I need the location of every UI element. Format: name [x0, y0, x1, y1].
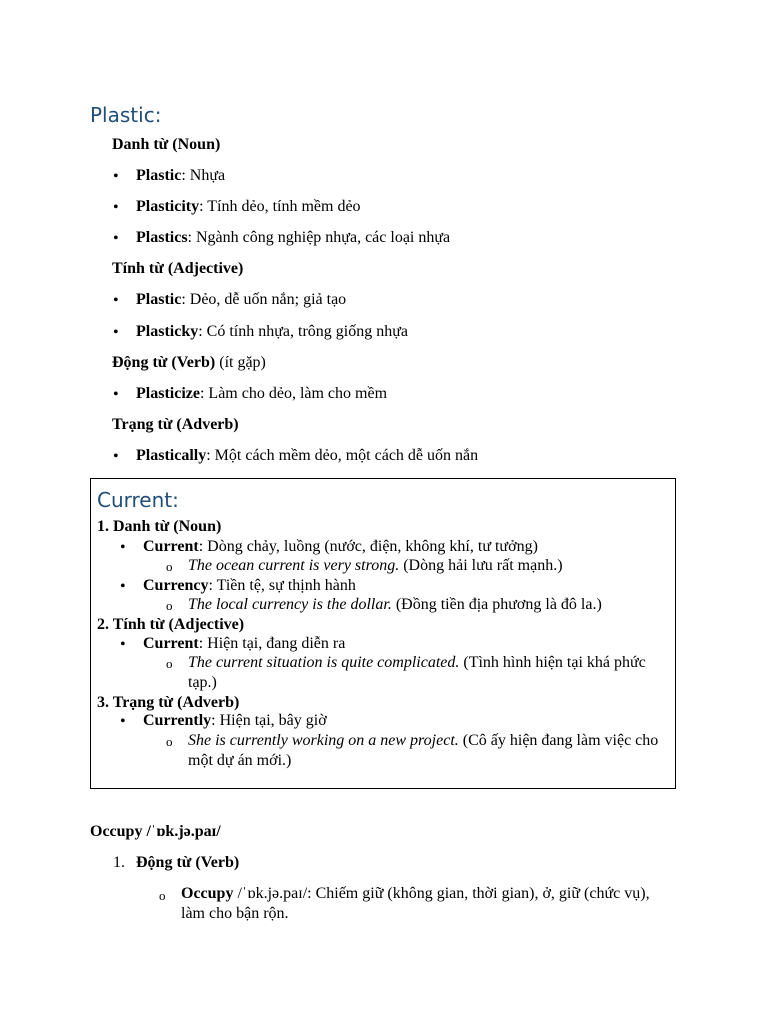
- term: Current: [143, 635, 199, 652]
- definition: : Có tính nhựa, trông giống nhựa: [198, 323, 408, 340]
- example: The local currency is the dollar.: [188, 596, 392, 613]
- example: The current situation is quite complicated.: [188, 654, 460, 671]
- list-item: [143, 576, 356, 596]
- example-item: [188, 595, 602, 615]
- definition: /ˈɒk.jə.paɪ/: Chiếm giữ (không gian, thời gian), ở, giữ (chức vụ), làm cho bận rộn.: [181, 885, 650, 922]
- list-item: [143, 634, 345, 654]
- current-adv-heading: 3. Trạng từ (Adverb): [97, 694, 240, 711]
- definition: : Nhựa: [181, 167, 226, 184]
- term: Plastic: [136, 167, 182, 184]
- current-heading: Current:: [97, 488, 179, 512]
- plastic-noun-heading: Danh từ (Noun): [112, 136, 221, 153]
- term: Occupy: [181, 885, 234, 902]
- example-item: [188, 653, 663, 693]
- definition: : Hiện tại, đang diễn ra: [198, 635, 346, 652]
- definition: : Ngành công nghiệp nhựa, các loại nhựa: [187, 229, 451, 246]
- definition: : Dòng chảy, luồng (nước, điện, không khí, tư tưởng): [198, 538, 538, 555]
- example: The ocean current is very strong.: [188, 557, 400, 574]
- sub-bullet-icon: o: [166, 598, 173, 613]
- bullet-icon: •: [120, 713, 126, 730]
- bullet-icon: •: [113, 386, 119, 403]
- plastic-adv-heading: Trạng từ (Adverb): [112, 416, 239, 433]
- list-item: [136, 166, 225, 186]
- verb-heading-note: (ít gặp): [215, 354, 266, 371]
- sub-bullet-icon: o: [166, 734, 173, 749]
- list-item: [136, 228, 450, 248]
- definition: : Tiền tệ, sự thịnh hành: [208, 577, 356, 594]
- translation: (Đồng tiền địa phương là đô la.): [391, 596, 602, 613]
- translation: (Dòng hải lưu rất mạnh.): [399, 557, 563, 574]
- translation: (Tình hình hiện tại khá phức tạp.): [188, 654, 646, 691]
- bullet-icon: •: [120, 539, 126, 556]
- current-box: [90, 478, 676, 789]
- sub-bullet-icon: o: [159, 888, 166, 903]
- list-item: [181, 884, 676, 924]
- list-item: [136, 322, 408, 342]
- example-item: [188, 556, 563, 576]
- plastic-adj-heading: Tính từ (Adjective): [112, 260, 244, 277]
- bullet-icon: •: [120, 578, 126, 595]
- list-item: [143, 537, 538, 557]
- occupy-heading: Occupy /ˈɒk.jə.paɪ/: [90, 823, 221, 840]
- definition: : Tính dẻo, tính mềm dẻo: [199, 198, 361, 215]
- definition: : Dẻo, dễ uốn nắn; giả tạo: [181, 291, 347, 308]
- occupy-verb-heading: Động từ (Verb): [136, 854, 240, 871]
- bullet-icon: •: [113, 448, 119, 465]
- term: Plastics: [136, 229, 188, 246]
- list-item: [136, 384, 387, 404]
- bullet-icon: •: [113, 168, 119, 185]
- definition: : Hiện tại, bây giờ: [211, 712, 327, 729]
- example-item: [188, 731, 673, 771]
- plastic-heading: Plastic:: [90, 103, 162, 127]
- list-item: [136, 446, 478, 466]
- verb-heading-label: Động từ (Verb): [112, 354, 216, 371]
- plastic-verb-heading: [112, 353, 266, 373]
- bullet-icon: •: [120, 636, 126, 653]
- term: Currently: [143, 712, 212, 729]
- bullet-icon: •: [113, 324, 119, 341]
- list-item: [136, 290, 346, 310]
- example: She is currently working on a new project.: [188, 732, 459, 749]
- definition: : Làm cho dẻo, làm cho mềm: [199, 385, 388, 402]
- sub-bullet-icon: o: [166, 656, 173, 671]
- term: Plasticky: [136, 323, 199, 340]
- term: Plastically: [136, 447, 207, 464]
- current-noun-heading: 1. Danh từ (Noun): [97, 518, 222, 535]
- term: Plasticize: [136, 385, 200, 402]
- current-adj-heading: 2. Tính từ (Adjective): [97, 616, 245, 633]
- translation: (Cô ấy hiện đang làm việc cho một dự án mới.): [188, 732, 659, 769]
- sub-bullet-icon: o: [166, 559, 173, 574]
- term: Plasticity: [136, 198, 200, 215]
- bullet-icon: •: [113, 199, 119, 216]
- term: Currency: [143, 577, 209, 594]
- list-item: [143, 711, 327, 731]
- term: Plastic: [136, 291, 182, 308]
- bullet-icon: •: [113, 292, 119, 309]
- definition: : Một cách mềm dẻo, một cách dễ uốn nắn: [206, 447, 479, 464]
- list-item: [136, 197, 361, 217]
- bullet-icon: •: [113, 230, 119, 247]
- occupy-list-number: 1.: [113, 854, 125, 871]
- term: Current: [143, 538, 199, 555]
